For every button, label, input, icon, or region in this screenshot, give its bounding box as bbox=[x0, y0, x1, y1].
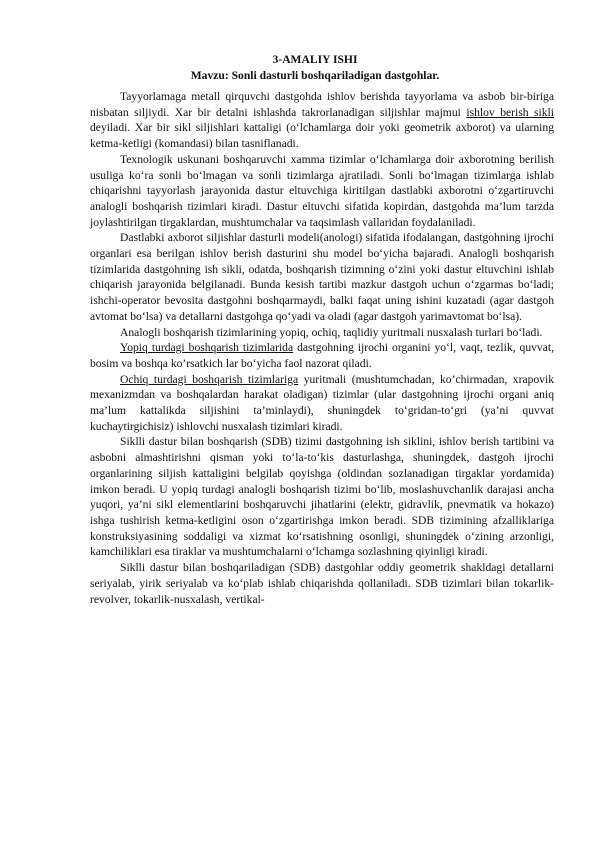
paragraph-text: dastgohning ijrochi organini yo‘l, vaqt, tezlik, quvvat, bosim va boshqa ko’rsatkich lar bo‘yicha faol nazorat qiladi. bbox=[90, 341, 554, 370]
paragraph-1 bbox=[90, 89, 554, 152]
paragraph-7 bbox=[90, 434, 554, 560]
underlined-term: Ochiq turdagi boshqarish tizimlariga bbox=[120, 372, 299, 386]
underlined-term: Yopiq turdagi boshqarish tizimlarida bbox=[120, 341, 294, 355]
paragraph-text: deyiladi. Xar bir sikl siljishlari kattaligi (o‘lchamlarga doir yoki geometrik axborot) va ularning ketma-ketligi (komandasi) bilan tasniflanadi. bbox=[90, 121, 554, 151]
underlined-term: ishlov berish sikli bbox=[466, 105, 555, 119]
paragraph-text: Texnologik uskunani boshqaruvchi xamma tizimlar o‘lchamlarga doir axborotning berilish usuliga ko‘ra sonli bo‘lmagan va sonli tizimlarga ajratiladi. Sonli bo‘lmagan tizimlarga ishlab chiqarishni tayyorlash jarayonida dastur eltuvchiga kiritilgan dastlabki axborotni o‘zgartiruvchi analogli boshqarish tizimlari kiradi. Dastur eltuvchi sifatida kopirdan, dastgohda ma’lum tarzda joylashtirilgan tirgaklardan, mushtumchalar va taqsimlash vallaridan foydalaniladi. bbox=[90, 152, 554, 229]
paragraph-3 bbox=[90, 230, 554, 324]
paragraph-5 bbox=[90, 340, 554, 371]
document-title: 3-AMALIY ISHI bbox=[272, 53, 358, 66]
paragraph-text: Siklli dastur bilan boshqariladigan (SDB) dastgohlar oddiy geometrik shakldagi detallarni seriyalab, yirik seriyalab va ko‘plab ishlab chiqarishda qollaniladi. SDB tizimlari bilan tokarlik-revolver, tokarlik-nusxalash, vertikal- bbox=[90, 561, 554, 606]
paragraph-text: yuritmali (mushtumchadan, ko’chirmadan, xrapovik mexanizmdan va boshqalardan harakat oladigan) tizimlar (ular dastgohning ijrochi organi aniq ma’lum kattalikda siljishini ta’minlaydi), shuningdek to‘gridan-to‘gri (ya’ni quvvat kuchaytirgichisiz) ishlovchi nusxalash tizimlari kiradi. bbox=[90, 372, 554, 433]
paragraph-8 bbox=[90, 560, 554, 607]
document-body bbox=[90, 89, 554, 607]
paragraph-text: Tayyorlamaga metall qirquvchi dastgohda ishlov berishda tayyorlama va asbob bir-biriga nisbatan siljiydi. Xar bir detalni ishlashda takrorlanadigan siljishlar majmui bbox=[90, 90, 554, 119]
paragraph-text: Analogli boshqarish tizimlarining yopiq, ochiq, taqlidiy yuritmali nusxalash turlari bo‘ladi. bbox=[120, 325, 543, 339]
paragraph-4 bbox=[90, 325, 554, 341]
paragraph-text: Siklli dastur bilan boshqarish (SDB) tizimi dastgohning ish siklini, ishlov berish tartibini va asbobni almashtirishni qisman yoki to‘la-to‘kis dasturlashga, shuningdek, dastgoh ijrochi organlarining siljish kattaligini belgilab qoyishga (oldindan sozlanadigan tirgaklar yordamida) imkon beradi. U yopiq turdagi analogli boshqarish tizimi bo‘lib, moslashuvchanlik darajasi ancha yuqori, ya’ni sikl elementlarini boshqaruvchi jihatlarini (elektr, gidravlik, pnevmatik va hokazo) ishga tushirish ketma-ketligini oson o‘zgartirishga imkon beradi. SDB tizimining afzalliklariga konstruksiyasining soddaligi va xizmat ko‘rsatishning osonligi, shuningdek o‘zining arzonligi, kamchiliklari esa tiraklar va mushtumchalarni o‘lchamga sozlashning qiyinligi kiradi. bbox=[90, 435, 554, 559]
paragraph-2 bbox=[90, 152, 554, 231]
document-subtitle: Mavzu: Sonli dasturli boshqariladigan dastgohlar. bbox=[190, 69, 440, 82]
paragraph-text: Dastlabki axborot siljishlar dasturli modeli(anologi) sifatida ifodalangan, dastgohning ijrochi organlari esa berilgan ishlov berish dasturini shu model bo‘yicha bajaradi. Analogli boshqarish tizimlarida dastgohning ish sikli, odatda, boshqarish tizimning o‘zini yoki dastur eltuvchini ishlab chiqarish jarayonida belgilanadi. Bunda kesish tartibi mazkur dastgoh uchun o‘zgarmas bo‘ladi; ishchi-operator bevosita dastgohni boshqarmaydi, balki faqat uning ishini kuzatadi (agar dastgoh avtomat bo‘lsa) va detallarni dastgohga qo‘yadi va oladi (agar dastgoh yarimavtomat bo‘lsa). bbox=[90, 231, 554, 323]
paragraph-6 bbox=[90, 372, 554, 435]
